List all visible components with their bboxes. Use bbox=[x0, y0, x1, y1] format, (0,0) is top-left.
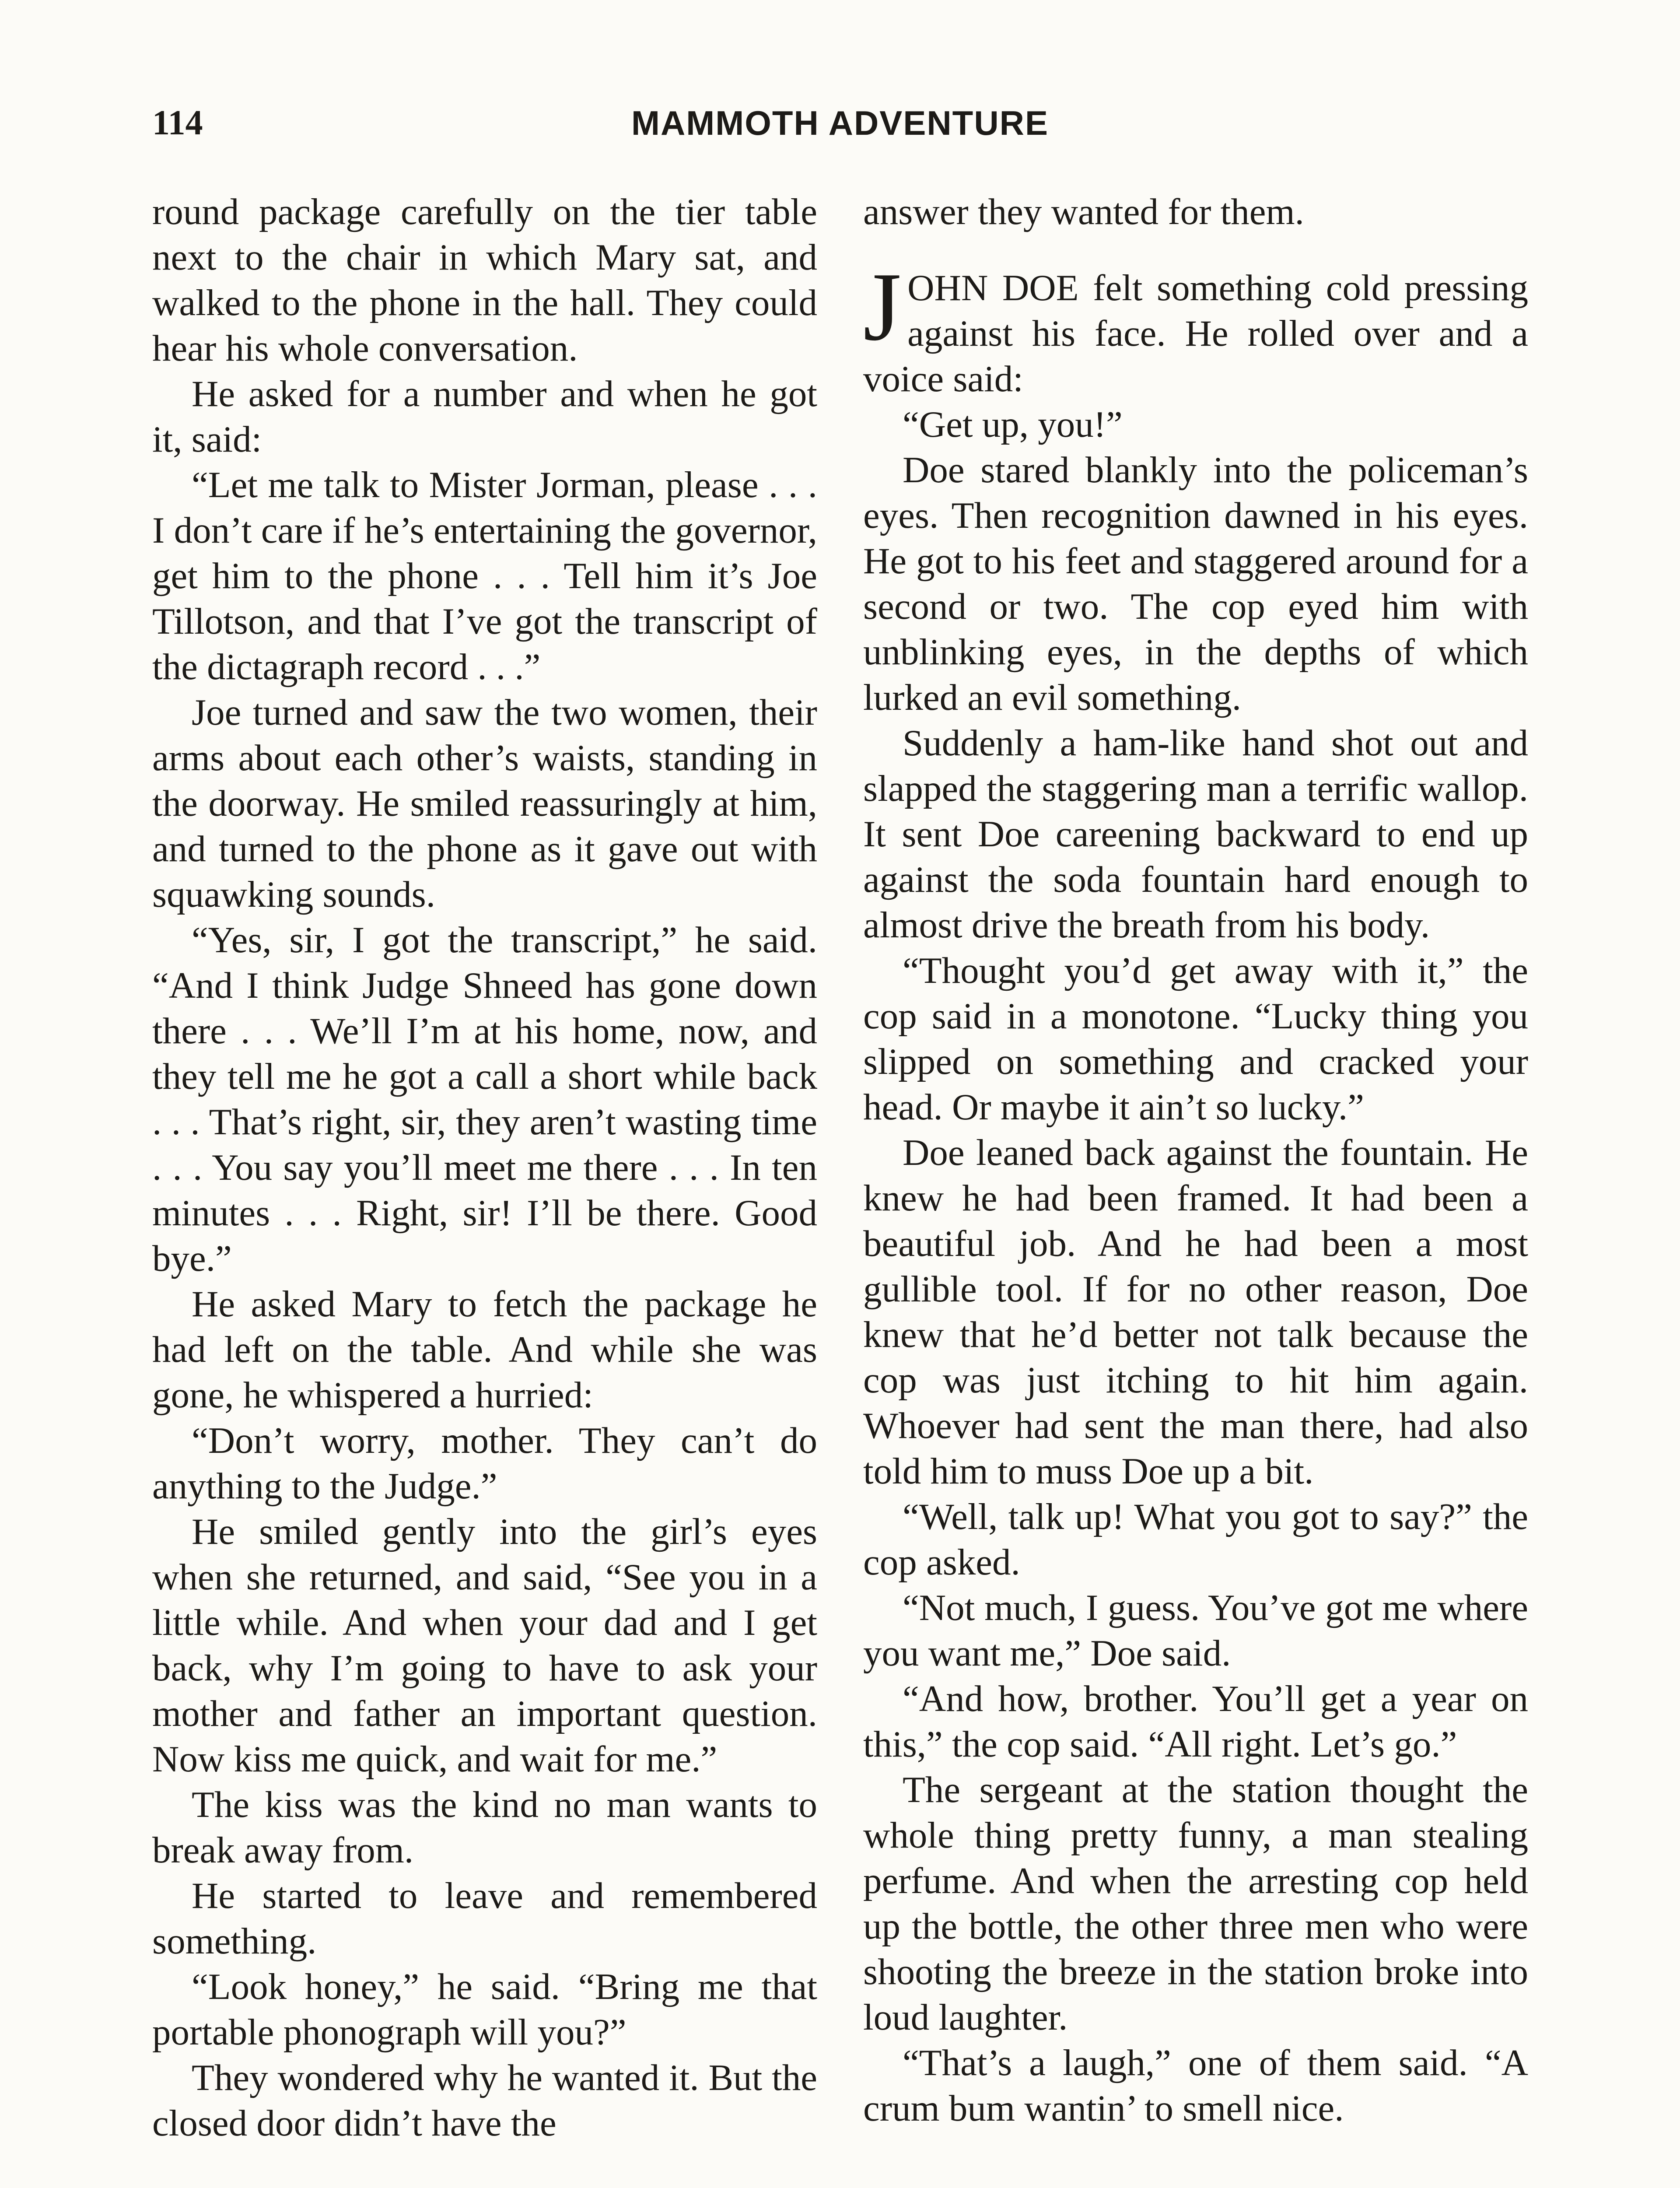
drop-cap: J bbox=[863, 252, 902, 361]
running-head: MAMMOTH ADVENTURE bbox=[631, 104, 1049, 142]
paragraph: “And how, brother. You’ll get a year on this,” the cop said. “All right. Let’s go.” bbox=[863, 1678, 1528, 1765]
paragraph: “Well, talk up! What you got to say?” the cop asked. bbox=[863, 1496, 1528, 1583]
paragraph: “Not much, I guess. You’ve got me where you want me,” Doe said. bbox=[863, 1587, 1528, 1674]
paragraph: round package carefully on the tier table next to the chair in which Mary sat, and walked to the phone in the hall. They could hear his whole conversation. bbox=[152, 191, 817, 369]
paragraph: “That’s a laugh,” one of them said. “A crum bum wantin’ to smell nice. bbox=[863, 2042, 1528, 2129]
paragraph: “Get up, you!” bbox=[903, 404, 1123, 445]
paragraph: Doe leaned back against the fountain. He knew he had been framed. It had been a beautiful job. And he had been a most gullible tool. If for no other reason, Doe knew that he’d better not talk because the cop was just itching to hit him again. Whoever had sent the man there, had also told him to muss Doe up a bit. bbox=[863, 1132, 1528, 1492]
paragraph: He asked Mary to fetch the package he had left on the table. And while she was gone, he whispered a hurried: bbox=[152, 1283, 817, 1416]
section-opening-text: OHN DOE felt something cold pressing against his face. He rolled over and a voice said: bbox=[863, 267, 1528, 400]
paragraph: Doe stared blankly into the policeman’s eyes. Then recognition dawned in his eyes. He got to his feet and staggered around for a second or two. The cop eyed him with unblinking eyes, in the depths of which lurked an evil something. bbox=[863, 449, 1528, 718]
page-number: 114 bbox=[152, 104, 203, 142]
paragraph: He started to leave and remembered something. bbox=[152, 1875, 817, 1962]
section-opening bbox=[863, 252, 1528, 402]
paragraph: Joe turned and saw the two women, their arms about each other’s waists, standing in the doorway. He smiled reassuringly at him, and turned to the phone as it gave out with squawking sounds. bbox=[152, 692, 817, 915]
left-column bbox=[152, 189, 817, 2146]
paragraph-continuation: answer they wanted for them. bbox=[863, 191, 1304, 232]
paragraph: “Yes, sir, I got the transcript,” he said. “And I think Judge Shneed has gone down there . . . We’ll I’m at his home, now, and they tell me he got a call a short while back . . . That’s right, sir, they aren’t wasting time . . . You say you’ll meet me there . . . In ten minutes . . . Right, sir! I’ll be there. Good bye.” bbox=[152, 919, 817, 1279]
paragraph: “Thought you’d get away with it,” the cop said in a monotone. “Lucky thing you slipped on something and cracked your head. Or maybe it ain’t so lucky.” bbox=[863, 950, 1528, 1128]
paragraph: The sergeant at the station thought the whole thing pretty funny, a man stealing perfume. And when the arresting cop held up the bottle, the other three men who were shooting the breeze in the station broke into loud laughter. bbox=[863, 1769, 1528, 2038]
paragraph: He smiled gently into the girl’s eyes when she returned, and said, “See you in a little while. And when your dad and I get back, why I’m going to have to ask your mother and father an important question. Now kiss me quick, and wait for me.” bbox=[152, 1511, 817, 1780]
right-column bbox=[863, 189, 1528, 2131]
paragraph: “Don’t worry, mother. They can’t do anything to the Judge.” bbox=[152, 1420, 817, 1507]
paragraph: “Let me talk to Mister Jorman, please . . . I don’t care if he’s entertaining the governor, get him to the phone . . . Tell him it’s Joe Tillotson, and that I’ve got the transcript of the dictagraph record . . .” bbox=[152, 464, 817, 687]
page-header bbox=[152, 99, 1528, 147]
paragraph: He asked for a number and when he got it, said: bbox=[152, 373, 817, 460]
paragraph: They wondered why he wanted it. But the closed door didn’t have the bbox=[152, 2057, 817, 2144]
paragraph: “Look honey,” he said. “Bring me that portable phonograph will you?” bbox=[152, 1966, 817, 2053]
paragraph: The kiss was the kind no man wants to break away from. bbox=[152, 1784, 817, 1871]
paragraph: Suddenly a ham-like hand shot out and slapped the staggering man a terrific wallop. It sent Doe careening backward to end up against the soda fountain hard enough to almost drive the breath from his body. bbox=[863, 722, 1528, 946]
